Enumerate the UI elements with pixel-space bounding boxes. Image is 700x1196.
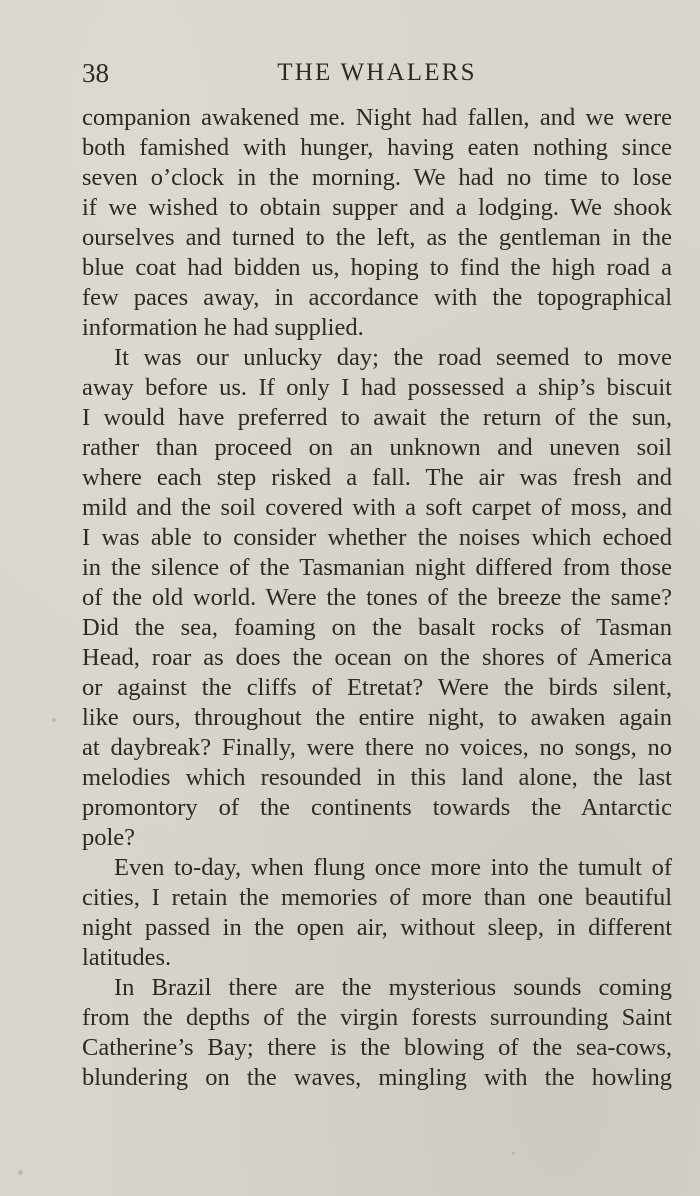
running-title: THE WHALERS bbox=[277, 59, 477, 86]
text-line: pole? bbox=[82, 824, 136, 851]
text-line: few paces away, in accordance with the topographical bbox=[82, 284, 672, 311]
text-line: like ours, throughout the entire night, to awaken again bbox=[82, 704, 672, 731]
text-line: in the silence of the Tasmanian night differed from those bbox=[82, 554, 672, 581]
text-line: It was our unlucky day; the road seemed to move bbox=[114, 344, 672, 371]
text-line: cities, I retain the memories of more than one beautiful bbox=[82, 884, 672, 911]
text-line: night passed in the open air, without sleep, in different bbox=[82, 914, 672, 941]
text-line: away before us. If only I had possessed a ship’s biscuit bbox=[82, 374, 672, 401]
text-line: melodies which resounded in this land alone, the last bbox=[82, 764, 672, 791]
text-line: seven o’clock in the morning. We had no time to lose bbox=[82, 164, 672, 191]
text-line: Catherine’s Bay; there is the blowing of the sea-cows, bbox=[82, 1034, 672, 1061]
running-head bbox=[82, 56, 672, 90]
text-line: I would have preferred to await the return of the sun, bbox=[82, 404, 672, 431]
text-line: blue coat had bidden us, hoping to find the high road a bbox=[82, 254, 672, 281]
text-line: In Brazil there are the mysterious sounds coming bbox=[114, 974, 672, 1001]
text-line: mild and the soil covered with a soft carpet of moss, and bbox=[82, 494, 672, 521]
text-line: or against the cliffs of Etretat? Were the birds silent, bbox=[82, 674, 672, 701]
text-line: information he had supplied. bbox=[82, 314, 364, 341]
text-line: Even to-day, when flung once more into the tumult of bbox=[114, 854, 672, 881]
paper-speck bbox=[52, 718, 56, 722]
text-line: companion awakened me. Night had fallen, and we were bbox=[82, 104, 672, 131]
text-line: I was able to consider whether the noises which echoed bbox=[82, 524, 672, 551]
text-line: latitudes. bbox=[82, 944, 172, 971]
text-line: ourselves and turned to the left, as the gentleman in the bbox=[82, 224, 672, 251]
text-line: of the old world. Were the tones of the breeze the same? bbox=[82, 584, 672, 611]
text-line: from the depths of the virgin forests surrounding Saint bbox=[82, 1004, 672, 1031]
text-line: at daybreak? Finally, were there no voices, no songs, no bbox=[82, 734, 672, 761]
paper-speck bbox=[18, 1170, 23, 1175]
text-line: Did the sea, foaming on the basalt rocks of Tasman bbox=[82, 614, 672, 641]
text-line: if we wished to obtain supper and a lodging. We shook bbox=[82, 194, 672, 221]
text-line: promontory of the continents towards the Antarctic bbox=[82, 794, 672, 821]
paper-speck bbox=[512, 1152, 515, 1155]
page-number: 38 bbox=[82, 58, 109, 88]
text-line: where each step risked a fall. The air was fresh and bbox=[82, 464, 672, 491]
body-text bbox=[82, 103, 672, 1093]
text-line: both famished with hunger, having eaten nothing since bbox=[82, 134, 672, 161]
text-line: Head, roar as does the ocean on the shores of America bbox=[82, 644, 672, 671]
text-line: blundering on the waves, mingling with the howling bbox=[82, 1064, 672, 1091]
text-line: rather than proceed on an unknown and uneven soil bbox=[82, 434, 672, 461]
